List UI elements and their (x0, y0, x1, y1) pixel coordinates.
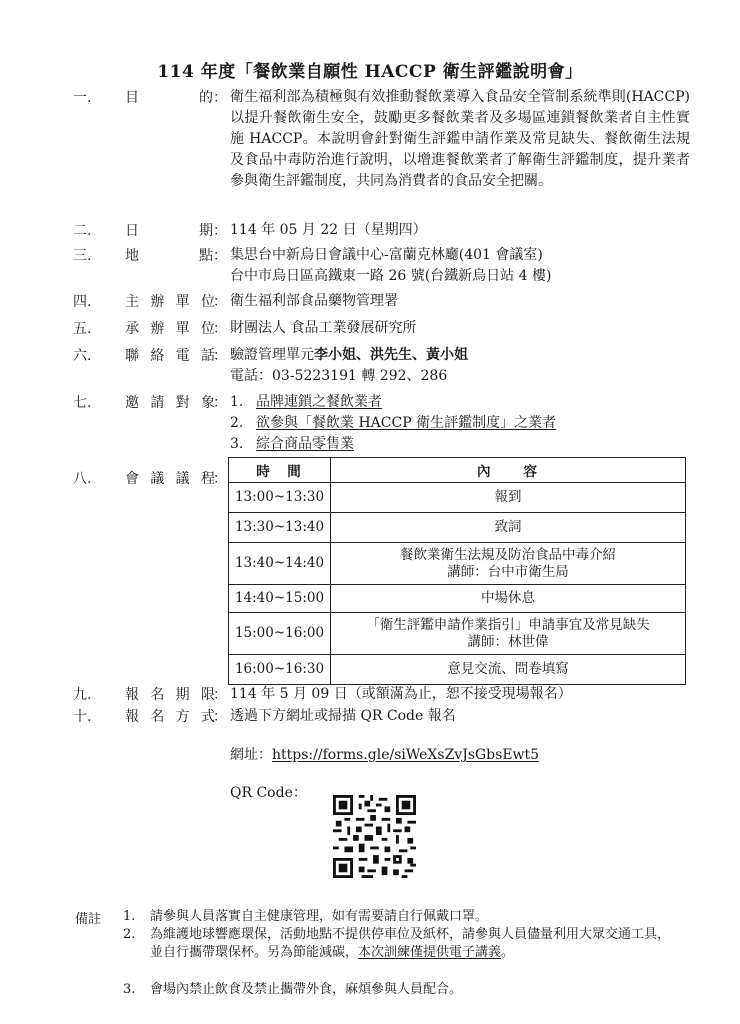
table-row: 13:30~13:40 致詞 (229, 513, 686, 543)
remarks: 備註 1. 請參與人員落實自主健康管理，如有需要請自行佩戴口罩。 2. 為維護地球響應環保，活動地點不提供停車位及紙杯，請參與人員儘量利用大眾交通工具，並自行攜帶環保杯。另為節能減碳，本次訓練僅提供電子講義。 3. 會場內禁止飲食及禁止攜帶外食，麻煩參與人員配合。 (75, 909, 671, 997)
header-time: 時 間 (229, 458, 331, 483)
qr-code-icon[interactable] (333, 795, 416, 878)
table-row: 15:00~16:00 「衛生評鑑申請作業指引」申請事宜及常見缺失 講師：林世偉 (229, 613, 686, 655)
date-text: 114 年 05 月 22 日（星期四） (230, 222, 427, 238)
qr-label: QR Code： (230, 785, 307, 801)
organizer-text: 衛生福利部食品藥物管理署 (230, 293, 398, 309)
section-label: 地 點 (125, 248, 213, 264)
section-label: 承 辦 單 位 (125, 321, 215, 337)
table-row: 16:00~16:30 意見交流、問卷填寫 (229, 655, 686, 685)
section-label: 會 議 議 程 (125, 471, 215, 487)
section-label: 主 辦 單 位 (125, 294, 215, 310)
invitee-list (230, 392, 690, 455)
contact-phone: 電話：03-5223191 轉 292、286 (230, 368, 448, 384)
table-row: 13:40~14:40 餐飲業衛生法規及防治食品中毒介紹 講師：台中市衛生局 (229, 543, 686, 585)
executor-text: 財團法人 食品工業發展研究所 (230, 320, 417, 336)
section-label: 目 的 (125, 90, 213, 106)
list-item: 2. 欲參與「餐飲業 HACCP 衛生評鑑制度」之業者 (230, 415, 557, 431)
section-label: 報 名 期 限 (125, 687, 215, 703)
page-title: 114 年度「餐飲業自願性 HACCP 衛生評鑑說明會」 (157, 62, 583, 82)
section-label: 邀 請 對 象 (125, 395, 215, 411)
registration-url-line (230, 744, 690, 764)
section-label: 聯 絡 電 話 (125, 348, 215, 364)
table-row: 13:00~13:30 報到 (229, 483, 686, 513)
contact-text: 驗證管理單元李小姐、洪先生、黃小姐 電話：03-5223191 轉 292、286 (230, 345, 690, 387)
registration-link[interactable]: https://forms.gle/siWeXsZvJsGbsEwt5 (272, 747, 540, 763)
list-item: 1. 品牌連鎖之餐飲業者 (230, 394, 382, 410)
purpose-text: 衛生福利部為積極與有效推動餐飲業導入食品安全管制系統準則(HACCP)以提升餐飲衛生安全，鼓勵更多餐飲業者及多場區連鎖餐飲業者自主性實施 HACCP。本說明會針對衛生評鑑申請作業及常見缺失、餐飲衛生法規及食品中毒防治進行說明，以增進餐飲業者了解衛生評鑑制度，提升業者參與衛生評鑑制度，共同為消費者的食品安全把關。 (230, 89, 690, 189)
method-text: 透過下方網址或掃描 QR Code 報名 (230, 708, 456, 724)
header-content: 內 容 (331, 458, 686, 483)
deadline-text: 114 年 5 月 09 日（或額滿為止，恕不接受現場報名） (230, 686, 572, 702)
remarks-title: 備註 (75, 912, 102, 927)
table-row: 14:40~15:00 中場休息 (229, 585, 686, 613)
list-item: 3. 綜合商品零售業 (230, 436, 354, 452)
section-label: 報 名 方 式 (125, 709, 215, 725)
section-label: 日 期 (125, 223, 213, 239)
url-label: 網址： (230, 747, 272, 763)
agenda-table (228, 457, 686, 685)
venue-text: 集思台中新烏日會議中心-富蘭克林廳(401 會議室) 台中市烏日區高鐵東一路 26 號(台鐵新烏日站 4 樓) (230, 247, 552, 284)
section-number: 一. (73, 90, 92, 106)
contact-people: 李小姐、洪先生、黃小姐 (314, 347, 468, 363)
table-header (229, 458, 686, 483)
